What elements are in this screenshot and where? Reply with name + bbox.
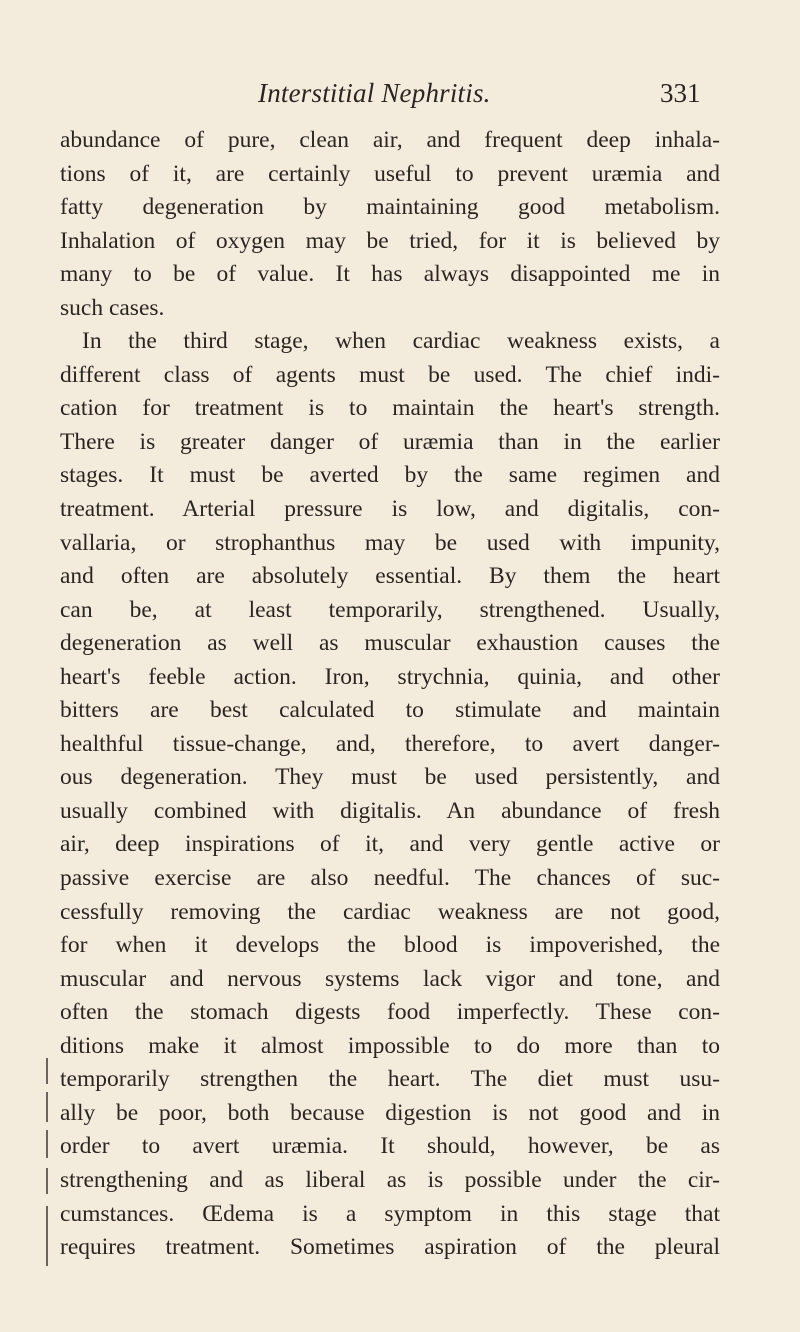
text-line: cumstances. Œdema is a symptom in this stage that (60, 1200, 720, 1227)
text-line: cessfully removing the cardiac weakness are not good, (60, 898, 720, 925)
body-text (60, 124, 720, 1265)
text-line: degeneration as well as muscular exhaustion causes the (60, 630, 720, 657)
gutter-mark (46, 1206, 48, 1266)
running-title: Interstitial Nephritis. (258, 78, 491, 108)
gutter-mark (46, 1168, 48, 1194)
text-line: Inhalation of oxygen may be tried, for it is believed by (60, 227, 720, 254)
text-line: ous degeneration. They must be used persistently, and (60, 764, 720, 791)
text-line: abundance of pure, clean air, and frequent deep inhala- (60, 127, 720, 153)
text-line: requires treatment. Sometimes aspiration of the pleural (60, 1234, 720, 1261)
text-line: can be, at least temporarily, strengthened. Usually, (60, 596, 720, 623)
text-line: treatment. Arterial pressure is low, and digitalis, con- (60, 496, 720, 523)
running-head (0, 78, 800, 112)
text-line: tions of it, are certainly useful to prevent uræmia and (60, 160, 720, 187)
text-line: bitters are best calculated to stimulate and maintain (60, 697, 720, 724)
text-line: muscular and nervous systems lack vigor and tone, and (60, 965, 720, 992)
text-line: vallaria, or strophanthus may be used with impunity, (60, 529, 720, 556)
text-line: temporarily strengthen the heart. The diet must usu- (60, 1066, 720, 1093)
text-line: many to be of value. It has always disappointed me in (60, 261, 720, 288)
gutter-mark (46, 1058, 48, 1084)
text-line: such cases. (60, 294, 165, 321)
page-number: 331 (660, 78, 701, 108)
text-line: order to avert uræmia. It should, however, be as (60, 1133, 720, 1160)
text-line: usually combined with digitalis. An abundance of fresh (60, 797, 720, 824)
text-line: cation for treatment is to maintain the heart's strength. (60, 395, 720, 422)
text-line: and often are absolutely essential. By them the heart (60, 563, 720, 590)
text-line: ally be poor, both because digestion is not good and in (60, 1099, 720, 1126)
text-line: healthful tissue-change, and, therefore, to avert danger- (60, 730, 720, 757)
text-line: ditions make it almost impossible to do more than to (60, 1032, 720, 1059)
text-line: strengthening and as liberal as is possible under the cir- (60, 1166, 720, 1193)
text-line: air, deep inspirations of it, and very gentle active or (60, 831, 720, 858)
text-line: for when it develops the blood is impoverished, the (60, 932, 720, 959)
gutter-mark (46, 1130, 48, 1158)
text-line: fatty degeneration by maintaining good metabolism. (60, 194, 720, 221)
text-line: stages. It must be averted by the same regimen and (60, 462, 720, 489)
text-line: passive exercise are also needful. The chances of suc- (60, 865, 720, 892)
text-line: different class of agents must be used. The chief indi- (60, 361, 720, 388)
gutter-marks (46, 1058, 50, 1298)
text-line: In the third stage, when cardiac weakness exists, a (82, 328, 720, 355)
text-line: heart's feeble action. Iron, strychnia, quinia, and other (60, 663, 720, 690)
gutter-mark (46, 1092, 48, 1122)
text-line: There is greater danger of uræmia than in the earlier (60, 428, 720, 455)
text-line: often the stomach digests food imperfectly. These con- (60, 999, 720, 1026)
